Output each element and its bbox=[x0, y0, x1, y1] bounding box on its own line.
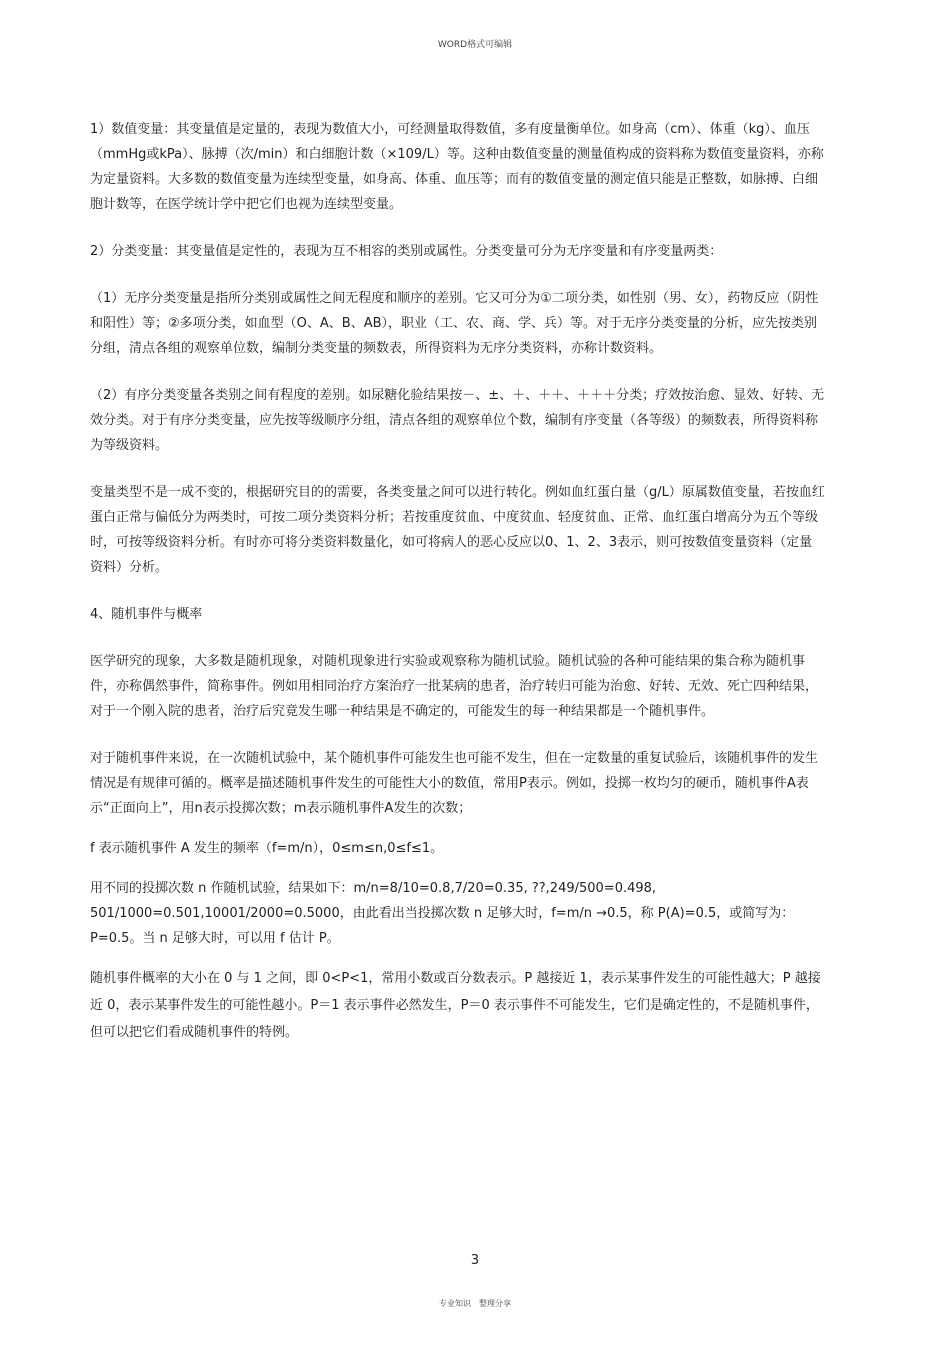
page-number: 3 bbox=[470, 1253, 480, 1268]
document-body bbox=[90, 117, 825, 1046]
section-heading-random-events: 4、随机事件与概率 bbox=[90, 607, 203, 622]
paragraph-frequency-formula: f 表示随机事件 A 发生的频率（f=m/n），0≤m≤n,0≤f≤1。 bbox=[90, 841, 444, 856]
paragraph-probability-definition: 对于随机事件来说，在一次随机试验中，某个随机事件可能发生也可能不发生，但在一定数量的重复试验后，该随机事件的发生情况是有规律可循的。概率是描述随机事件发生的可能性大小的数值，常用P表示。例如，投掷一枚均匀的硬币，随机事件A表示“正面向上”，用n表示投掷次数；m表示随机事件A发生的次数； bbox=[90, 751, 819, 816]
paragraph-variable-conversion: 变量类型不是一成不变的，根据研究目的的需要，各类变量之间可以进行转化。例如血红蛋白量（g/L）原属数值变量，若按血红蛋白正常与偏低分为两类时，可按二项分类资料分析；若按重度贫血、中度贫血、轻度贫血、正常、血红蛋白增高分为五个等级时，可按等级资料分析。有时亦可将分类资料数量化，如可将病人的恶心反应以0、1、2、3表示，则可按数值变量资料（定量资料）分析。 bbox=[90, 485, 825, 575]
paragraph-categorical-variable: 2）分类变量：其变量值是定性的，表现为互不相容的类别或属性。分类变量可分为无序变量和有序变量两类： bbox=[90, 244, 723, 259]
paragraph-nominal-variable: （1）无序分类变量是指所分类别或属性之间无程度和顺序的差别。它又可分为①二项分类，如性别（男、女），药物反应（阴性和阳性）等；②多项分类，如血型（O、A、B、AB），职业（工、农、商、学、兵）等。对于无序分类变量的分析，应先按类别分组，清点各组的观察单位数，编制分类变量的频数表，所得资料为无序分类资料，亦称计数资料。 bbox=[90, 291, 819, 356]
page-header: WORD格式可编辑 bbox=[437, 40, 513, 50]
paragraph-numeric-variable: 1）数值变量：其变量值是定量的，表现为数值大小，可经测量取得数值，多有度量衡单位。如身高（cm）、体重（kg）、血压（mmHg或kPa）、脉搏（次/min）和白细胞计数（×109/L）等。这种由数值变量的测量值构成的资料称为数值变量资料，亦称为定量资料。大多数的数值变量为连续型变量，如身高、体重、血压等；而有的数值变量的测定值只能是正整数，如脉搏、白细胞计数等，在医学统计学中把它们也视为连续型变量。 bbox=[90, 122, 824, 212]
paragraph-probability-range: 随机事件概率的大小在 0 与 1 之间，即 0<P<1，常用小数或百分数表示。P 越接近 1，表示某事件发生的可能性越大；P 越接近 0，表示某事件发生的可能性越小。P＝1 表示事件必然发生，P＝0 表示事件不可能发生，它们是确定性的，不是随机事件，但可以把它们看成随机事件的特例。 bbox=[90, 971, 821, 1040]
page-footer: 专业知识 整理分享 bbox=[439, 1299, 511, 1308]
paragraph-random-experiment: 医学研究的现象，大多数是随机现象，对随机现象进行实验或观察称为随机试验。随机试验的各种可能结果的集合称为随机事件，亦称偶然事件，简称事件。例如用相同治疗方案治疗一批某病的患者，治疗转归可能为治愈、好转、无效、死亡四种结果，对于一个刚入院的患者，治疗后究竟发生哪一种结果是不确定的，可能发生的每一种结果都是一个随机事件。 bbox=[90, 654, 819, 719]
paragraph-ordinal-variable: （2）有序分类变量各类别之间有程度的差别。如尿糖化验结果按－、±、＋、＋＋、＋＋＋分类；疗效按治愈、显效、好转、无效分类。对于有序分类变量，应先按等级顺序分组，清点各组的观察单位个数，编制有序变量（各等级）的频数表，所得资料称为等级资料。 bbox=[90, 388, 825, 453]
paragraph-coin-experiment: 用不同的投掷次数 n 作随机试验，结果如下：m/n=8/10=0.8,7/20=0.35, ??,249/500=0.498, 501/1000=0.501,10001/2000=0.5000，由此看出当投掷次数 n 足够大时，f=m/n →0.5，称 P(A)=0.5，或简写为：P=0.5。当 n 足够大时，可以用 f 估计 P。 bbox=[90, 881, 795, 946]
